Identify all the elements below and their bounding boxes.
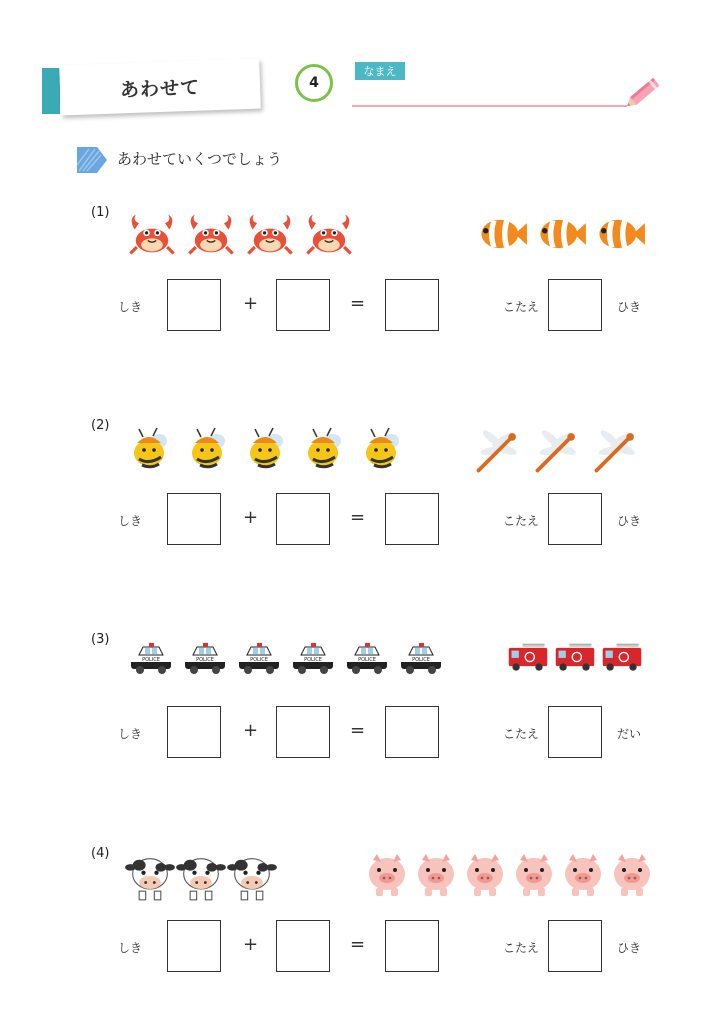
bee-icon (129, 425, 177, 473)
name-input-line[interactable] (352, 105, 627, 107)
clownfish-icon (535, 208, 587, 260)
crab-icon (244, 208, 296, 260)
cow-icon (124, 850, 176, 902)
bee-icon (361, 425, 409, 473)
bee-icon (187, 425, 235, 473)
unit-label: ひき (617, 941, 642, 955)
shiki-label: しき (118, 300, 143, 314)
svg-text:POLICE: POLICE (142, 657, 160, 663)
plus-sign: + (243, 720, 259, 741)
answer-box-sum[interactable] (385, 493, 439, 545)
kotae-label: こたえ (503, 941, 540, 955)
dragonfly-icon (590, 425, 642, 477)
bee-icon (245, 425, 293, 473)
police-car-icon (289, 635, 337, 683)
answer-box-final[interactable] (548, 920, 602, 972)
unit-label: ひき (617, 514, 642, 528)
crayon-icon (622, 72, 666, 112)
answer-box-addend2[interactable] (276, 920, 330, 972)
police-car-icon (343, 635, 391, 683)
problem-number: (2) (91, 418, 110, 433)
equals-sign: = (350, 720, 366, 741)
answer-box-sum[interactable] (385, 706, 439, 758)
answer-box-addend2[interactable] (276, 706, 330, 758)
pig-icon (510, 850, 558, 898)
clownfish-icon (476, 208, 528, 260)
cow-icon (175, 850, 227, 902)
svg-text:POLICE: POLICE (196, 657, 214, 663)
kotae-label: こたえ (503, 514, 540, 528)
plus-sign: + (243, 293, 259, 314)
svg-text:POLICE: POLICE (412, 657, 430, 663)
shiki-label: しき (118, 727, 143, 741)
bee-icon (303, 425, 351, 473)
police-car-icon (235, 635, 283, 683)
dragonfly-icon (472, 425, 524, 477)
problem-number: (3) (91, 632, 110, 647)
pig-icon (363, 850, 411, 898)
shiki-label: しき (118, 514, 143, 528)
answer-box-sum[interactable] (385, 279, 439, 331)
answer-box-final[interactable] (548, 706, 602, 758)
police-car-icon (127, 635, 175, 683)
title-accent-bar (42, 68, 60, 114)
pig-icon (461, 850, 509, 898)
svg-text:POLICE: POLICE (250, 657, 268, 663)
answer-box-addend2[interactable] (276, 493, 330, 545)
page-title: あわせて (119, 76, 201, 101)
plus-sign: + (243, 934, 259, 955)
police-car-icon (397, 635, 445, 683)
answer-box-final[interactable] (548, 493, 602, 545)
answer-box-addend2[interactable] (276, 279, 330, 331)
answer-box-addend1[interactable] (167, 920, 221, 972)
answer-box-addend1[interactable] (167, 493, 221, 545)
clownfish-icon (594, 208, 646, 260)
unit-label: ひき (617, 300, 642, 314)
crab-icon (126, 208, 178, 260)
equals-sign: = (350, 934, 366, 955)
equals-sign: = (350, 507, 366, 528)
fire-truck-icon (553, 635, 597, 679)
cow-icon (226, 850, 278, 902)
shiki-label: しき (118, 941, 143, 955)
problem-number: (1) (91, 205, 110, 220)
answer-box-final[interactable] (548, 279, 602, 331)
instruction-text: あわせていくつでしょう (117, 150, 283, 168)
problem-number: (4) (91, 846, 110, 861)
svg-text:POLICE: POLICE (304, 657, 322, 663)
police-car-icon (181, 635, 229, 683)
name-label: なまえ (355, 62, 405, 80)
title-card (59, 59, 261, 116)
answer-box-addend1[interactable] (167, 279, 221, 331)
plus-sign: + (243, 507, 259, 528)
equals-sign: = (350, 293, 366, 314)
crab-icon (185, 208, 237, 260)
pencil-tag-icon (77, 147, 107, 173)
svg-text:POLICE: POLICE (358, 657, 376, 663)
fire-truck-icon (600, 635, 644, 679)
pig-icon (559, 850, 607, 898)
crab-icon (303, 208, 355, 260)
answer-box-sum[interactable] (385, 920, 439, 972)
unit-label: だい (617, 727, 642, 741)
pig-icon (608, 850, 656, 898)
answer-box-addend1[interactable] (167, 706, 221, 758)
dragonfly-icon (531, 425, 583, 477)
worksheet-number: 4 (295, 64, 333, 102)
kotae-label: こたえ (503, 300, 540, 314)
kotae-label: こたえ (503, 727, 540, 741)
pig-icon (412, 850, 460, 898)
fire-truck-icon (506, 635, 550, 679)
